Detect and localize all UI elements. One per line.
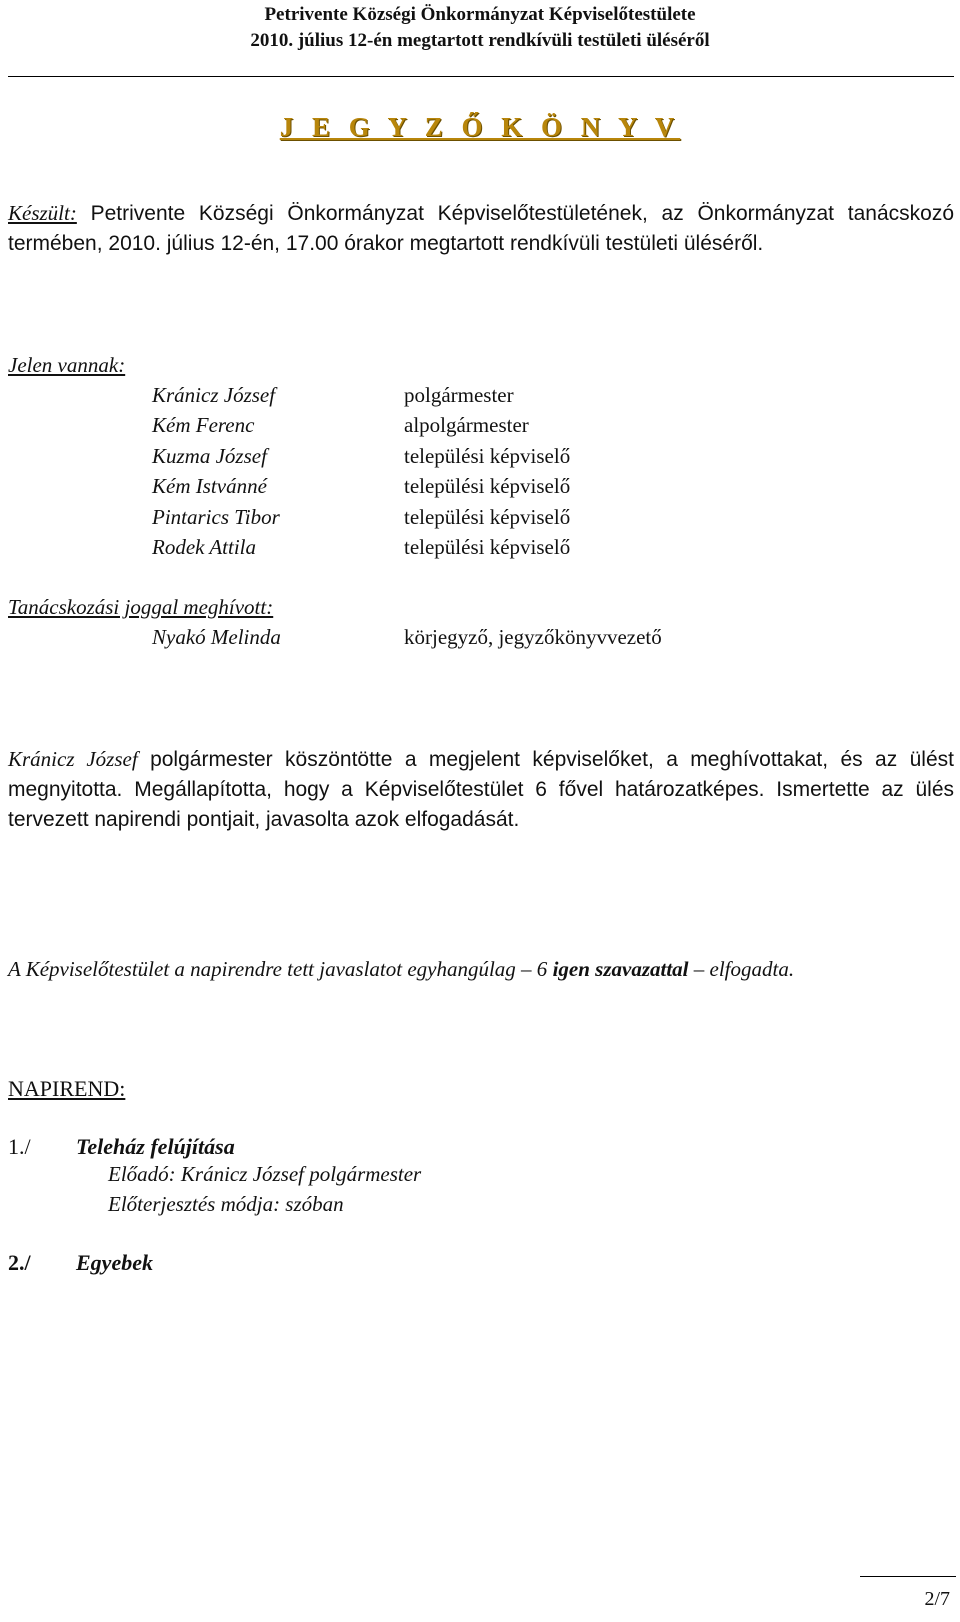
- agenda-item-number: 1./: [8, 1134, 31, 1159]
- agenda-item-mode: Előterjesztés módja: szóban: [108, 1192, 344, 1216]
- document-title: J E G Y Z Ő K Ö N Y V: [279, 112, 681, 142]
- vote-bold: igen szavazattal: [552, 957, 689, 981]
- vote-post: – elfogadta.: [688, 957, 795, 981]
- member-role: települési képviselő: [404, 444, 571, 468]
- member-role: települési képviselő: [404, 535, 571, 559]
- opening-name: Kránicz József: [8, 747, 138, 771]
- member-role: települési képviselő: [404, 505, 571, 529]
- agenda-label: NAPIREND:: [8, 1076, 126, 1101]
- agenda-item-title: Teleház felújítása: [76, 1134, 235, 1159]
- opening-text: polgármester köszöntötte a megjelent képviselőket, a meghívottakat, és az ülést megnyitotta. Megállapította, hogy a Képviselőtestület 6 fővel határozatképes. Ismertette az ülés tervezett napirendi pontjait, javasolta azok elfogadását.: [8, 748, 954, 831]
- member-role: települési képviselő: [404, 474, 571, 498]
- vote-paragraph: [8, 954, 954, 984]
- member-name: Kém Istvánné: [152, 474, 267, 498]
- member-name: Rodek Attila: [152, 535, 257, 559]
- intro-text: Petrivente Községi Önkormányzat Képviselőtestületének, az Önkormányzat tanácskozó termében, 2010. július 12-én, 17.00 órakor megtartott rendkívüli testületi üléséről.: [8, 202, 954, 255]
- agenda-item-presenter: Előadó: Kránicz József polgármester: [108, 1162, 422, 1186]
- agenda-item-title: Egyebek: [76, 1250, 153, 1275]
- intro-label: Készült:: [8, 201, 77, 225]
- member-role: polgármester: [404, 383, 514, 407]
- header-line-2: 2010. július 12-én megtartott rendkívüli testületi üléséről: [250, 30, 710, 51]
- vote-pre: A Képviselőtestület a napirendre tett javaslatot egyhangúlag – 6: [8, 957, 553, 981]
- present-label: Jelen vannak:: [8, 353, 126, 377]
- member-name: Kuzma József: [152, 444, 267, 468]
- invited-role: körjegyző, jegyzőkönyvvezető: [404, 625, 662, 649]
- opening-paragraph: [8, 744, 954, 835]
- page-number: 2/7: [924, 1588, 950, 1610]
- intro-paragraph: [8, 198, 954, 259]
- member-name: Kránicz József: [152, 383, 276, 407]
- member-role: alpolgármester: [404, 413, 529, 437]
- member-name: Kém Ferenc: [152, 413, 255, 437]
- invited-name: Nyakó Melinda: [152, 625, 281, 649]
- footer-divider: [860, 1576, 956, 1577]
- header-divider: [8, 76, 954, 77]
- member-name: Pintarics Tibor: [152, 505, 280, 529]
- invited-label: Tanácskozási joggal meghívott:: [8, 595, 274, 619]
- header-line-1: Petrivente Községi Önkormányzat Képviselőtestülete: [264, 4, 696, 25]
- agenda-item-number: 2./: [8, 1250, 31, 1275]
